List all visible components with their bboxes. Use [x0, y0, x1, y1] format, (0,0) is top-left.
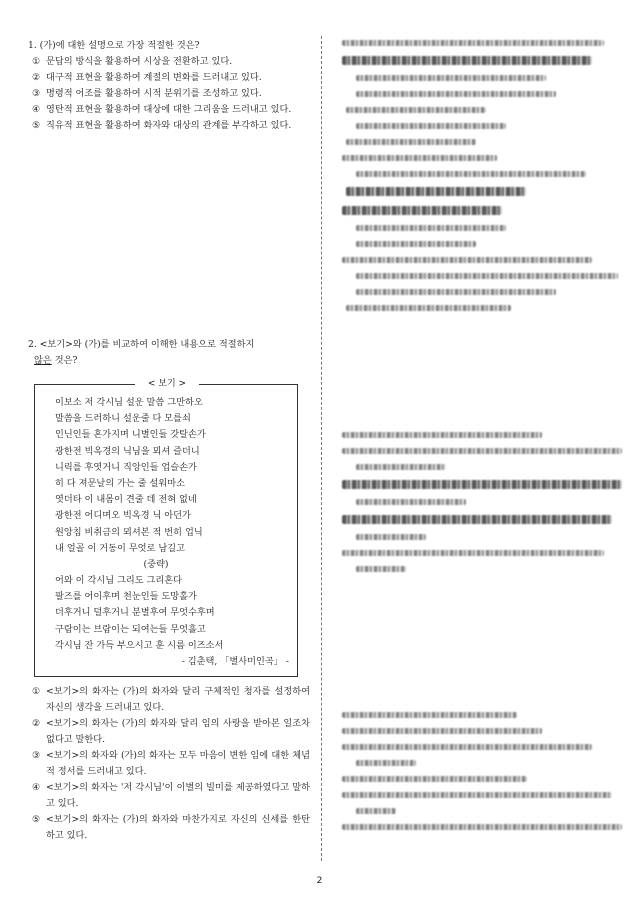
q2-choice-4[interactable]	[32, 780, 310, 812]
choice-text: 직유적 표현을 활용하여 화자와 대상의 관계를 부각하고 있다.	[46, 120, 292, 131]
poem	[55, 395, 291, 670]
q2-choice-2[interactable]	[32, 716, 310, 748]
poem-line: 원앙침 비취금의 뫼셔본 적 번히 업닉	[55, 526, 203, 538]
poem-line: 구람이는 브람이는 되여는들 무엇흘고	[55, 623, 206, 635]
obscured-answer-block-3	[342, 712, 627, 840]
poem-line: 말씀을 드러하니 설운줄 다 모를쇠	[55, 413, 191, 425]
poem-omission: (중략)	[143, 558, 169, 570]
question-2-title-part1: 2. <보기>와 (가)를 비교하여 이해한 내용으로 적절하지	[28, 339, 255, 350]
bogi-box	[34, 379, 298, 677]
q1-choice-3[interactable]	[32, 86, 310, 102]
poem-line: 엿더타 이 내몸이 견줄 데 전혀 없네	[55, 494, 197, 506]
poem-line: 팔즈를 어이후며 천눈인들 도망홀가	[55, 591, 197, 603]
choice-text: <보기>의 화자와 (가)의 화자는 모두 마음이 변한 임에 대한 체념적 정서를 드러내고 있다.	[46, 750, 310, 777]
q2-choice-3[interactable]	[32, 748, 310, 780]
choice-number: ⑤	[32, 120, 41, 131]
choice-text: <보기>의 화자는 (가)의 화자와 마찬가지로 자신의 신세를 한탄하고 있다.	[46, 814, 310, 841]
obscured-answer-block-1	[342, 40, 627, 321]
choice-number: ②	[32, 718, 41, 729]
choice-text: 영탄적 표현을 활용하여 대상에 대한 그리움을 드러내고 있다.	[46, 104, 292, 115]
choice-number: ①	[32, 56, 41, 67]
choice-text: <보기>의 화자는 (가)의 화자와 달리 구체적인 청자를 설정하여 자신의 생각을 드러내고 있다.	[46, 686, 310, 713]
question-2	[28, 337, 310, 369]
choice-number: ①	[32, 686, 41, 697]
obscured-answer-block-2	[342, 432, 627, 582]
page-number: 2	[316, 876, 323, 886]
poem-line: 더후거니 덜후거니 분별후여 무엇수후며	[55, 607, 215, 619]
choice-number: ⑤	[32, 814, 41, 825]
choice-number: ②	[32, 72, 41, 83]
q2-choice-1[interactable]	[32, 684, 310, 716]
poem-attribution: - 김춘택, 「별사미인곡」 -	[181, 656, 289, 667]
choice-text: 명령적 어조를 활용하여 시적 분위기를 조성하고 있다.	[46, 88, 262, 99]
question-1-title: 1. (가)에 대한 설명으로 가장 적절한 것은?	[28, 40, 200, 51]
choice-number: ③	[32, 88, 41, 99]
bogi-box-title: < 보기 >	[135, 376, 199, 392]
choice-text: 대구적 표현을 활용하여 계절의 변화를 드러내고 있다.	[46, 72, 262, 83]
poem-line: 인닌인들 혼가지며 니별인들 갓탈손가	[55, 429, 206, 441]
choice-number: ③	[32, 750, 41, 761]
poem-line: 광한전 어디며오 빅옥경 닉 아던가	[55, 510, 191, 522]
column-divider	[321, 36, 322, 861]
question-2-title-part2: 것은?	[54, 355, 78, 366]
poem-line: 이보소 저 각시님 설운 말씀 그만하오	[55, 397, 203, 408]
q1-choice-1[interactable]	[32, 54, 310, 70]
poem-line: 광한전 빅옥경의 닉님을 뫼셔 즐더니	[55, 445, 200, 457]
poem-line: 각시님 잔 가득 부으시고 훈 시름 이즈소서	[55, 639, 224, 651]
poem-line: 히 다 져문날의 가는 줄 설워마소	[55, 477, 185, 489]
choice-text: 문답의 방식을 활용하여 시상을 전환하고 있다.	[46, 56, 233, 67]
q1-choice-2[interactable]	[32, 70, 310, 86]
poem-line: 니릭를 후엿거니 직앙인들 업슬손가	[55, 461, 197, 473]
poem-line: 내 얼골 이 거동이 무엇로 남길고	[55, 542, 185, 554]
question-1	[28, 38, 310, 134]
choice-number: ④	[32, 782, 41, 793]
choice-number: ④	[32, 104, 41, 115]
q1-choice-4[interactable]	[32, 102, 310, 118]
question-2-title	[28, 337, 310, 369]
question-2-choices	[28, 684, 310, 844]
poem-line: 어와 이 각시님 그리도 그리혼다	[55, 575, 183, 587]
choice-text: <보기>의 화자는 (가)의 화자와 달리 임의 사랑을 받아본 일조차 없다고 말한다.	[46, 718, 310, 745]
q2-choice-5[interactable]	[32, 812, 310, 844]
q1-choice-5[interactable]	[32, 118, 310, 134]
question-2-title-underlined: 않은	[34, 355, 52, 366]
choice-text: <보기>의 화자는 '저 각시님'이 이별의 빌미를 제공하였다고 말하고 있다.	[46, 782, 310, 809]
